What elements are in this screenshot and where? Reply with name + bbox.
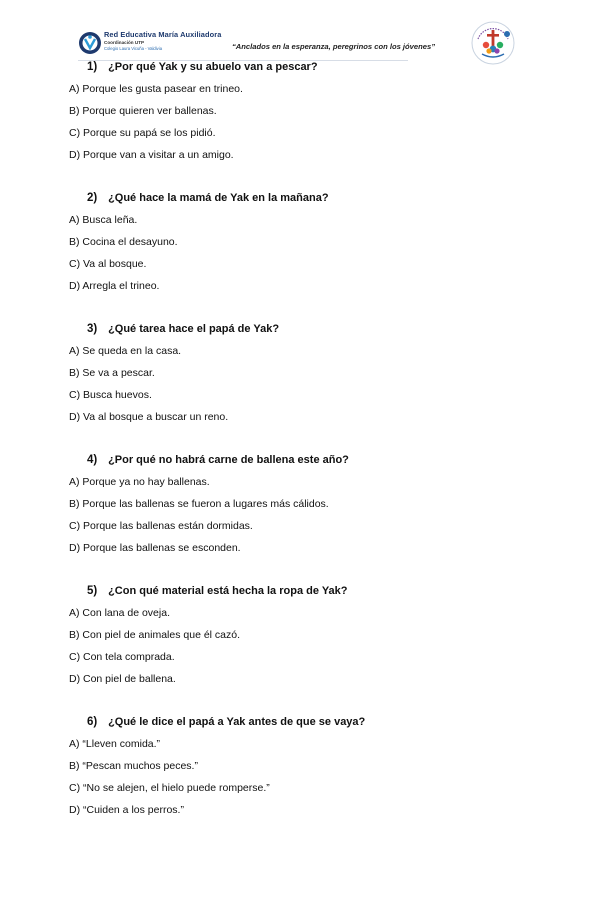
question-title — [87, 61, 318, 73]
question-text: ¿Por qué Yak y su abuelo van a pescar? — [108, 61, 318, 73]
question-number: 4) — [87, 454, 98, 466]
answer-option[interactable]: D) Porque las ballenas se esconden. — [69, 542, 241, 554]
answer-option[interactable]: C) Va al bosque. — [69, 258, 147, 270]
org-name: Red Educativa María Auxiliadora — [104, 30, 222, 39]
header-motto: “Anclados en la esperanza, peregrinos con los jóvenes” — [232, 42, 435, 51]
question-title — [87, 454, 349, 466]
org-sub-school: Colegio Laura Vicuña - Valdivia — [104, 46, 163, 51]
question-title — [87, 323, 279, 335]
answer-option[interactable]: C) “No se alejen, el hielo puede romperse.” — [69, 782, 270, 794]
answer-option[interactable]: A) Porque les gusta pasear en trineo. — [69, 83, 243, 95]
answer-option[interactable]: D) Porque van a visitar a un amigo. — [69, 149, 234, 161]
answer-option[interactable]: C) Con tela comprada. — [69, 651, 175, 663]
question-text: ¿Qué hace la mamá de Yak en la mañana? — [108, 192, 329, 204]
school-logo — [78, 30, 228, 60]
answer-option[interactable]: A) Con lana de oveja. — [69, 607, 170, 619]
answer-option[interactable]: B) Porque quieren ver ballenas. — [69, 105, 217, 117]
question-number: 5) — [87, 585, 98, 597]
school-seal-icon — [470, 20, 516, 66]
answer-option[interactable]: A) “Lleven comida.” — [69, 738, 161, 750]
org-sub-coordination: Coordinación UTP — [104, 40, 145, 45]
question-title — [87, 585, 348, 597]
question-title — [87, 192, 329, 204]
answer-option[interactable]: B) “Pescan muchos peces.” — [69, 760, 198, 772]
answer-option[interactable]: C) Busca huevos. — [69, 389, 152, 401]
answer-option[interactable]: B) Con piel de animales que él cazó. — [69, 629, 241, 641]
question-text: ¿Qué tarea hace el papá de Yak? — [108, 323, 280, 335]
question-text: ¿Por qué no habrá carne de ballena este año? — [108, 454, 349, 466]
answer-option[interactable]: B) Se va a pescar. — [69, 367, 155, 379]
answer-option[interactable]: D) “Cuiden a los perros.” — [69, 804, 184, 816]
answer-option[interactable]: D) Con piel de ballena. — [69, 673, 176, 685]
answer-option[interactable]: C) Porque su papá se los pidió. — [69, 127, 216, 139]
answer-option[interactable]: C) Porque las ballenas están dormidas. — [69, 520, 253, 532]
question-number: 6) — [87, 716, 98, 728]
question-number: 3) — [87, 323, 98, 335]
answer-option[interactable]: D) Arregla el trineo. — [69, 280, 160, 292]
answer-option[interactable]: B) Cocina el desayuno. — [69, 236, 178, 248]
logo-text-block — [104, 30, 221, 51]
question-title — [87, 716, 365, 728]
answer-option[interactable]: A) Se queda en la casa. — [69, 345, 182, 357]
question-text: ¿Qué le dice el papá a Yak antes de que se vaya? — [108, 716, 366, 728]
answer-option[interactable]: A) Porque ya no hay ballenas. — [69, 476, 210, 488]
network-logo-icon — [78, 30, 102, 58]
answer-option[interactable]: B) Porque las ballenas se fueron a lugares más cálidos. — [69, 498, 329, 510]
answer-option[interactable]: D) Va al bosque a buscar un reno. — [69, 411, 229, 423]
answer-option[interactable]: A) Busca leña. — [69, 214, 138, 226]
question-number: 2) — [87, 192, 98, 204]
question-number: 1) — [87, 61, 98, 73]
page-header — [0, 0, 589, 62]
question-text: ¿Con qué material está hecha la ropa de Yak? — [108, 585, 348, 597]
